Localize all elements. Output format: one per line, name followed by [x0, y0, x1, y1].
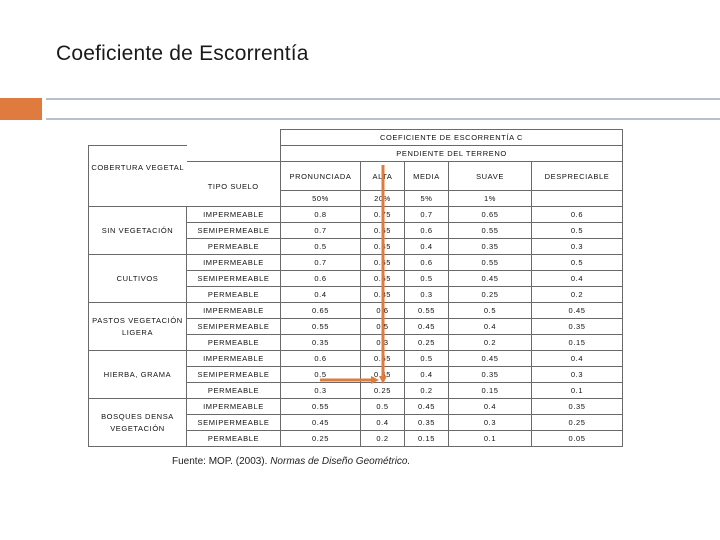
coefficient-value: 0.4 — [532, 351, 623, 367]
cover-label: HIERBA, GRAMA — [89, 351, 187, 399]
cover-label: CULTIVOS — [89, 255, 187, 303]
coefficient-value: 0.4 — [405, 367, 449, 383]
coefficient-value: 0.45 — [405, 319, 449, 335]
coefficient-value: 0.55 — [281, 319, 361, 335]
coefficient-value: 0.4 — [449, 319, 532, 335]
coefficient-value: 0.3 — [405, 287, 449, 303]
coefficient-value: 0.2 — [532, 287, 623, 303]
coefficient-value: 0.4 — [361, 415, 405, 431]
coefficient-value: 0.55 — [361, 271, 405, 287]
coefficient-value: 0.5 — [449, 303, 532, 319]
coefficient-value: 0.5 — [532, 255, 623, 271]
header-tipo-suelo: TIPO SUELO — [187, 162, 281, 191]
accent-block — [0, 98, 42, 120]
coefficient-value: 0.4 — [449, 399, 532, 415]
table-body — [89, 207, 623, 447]
coefficient-value: 0.65 — [361, 223, 405, 239]
header-sub: PENDIENTE DEL TERRENO — [281, 146, 623, 162]
title-rule — [46, 98, 720, 120]
coefficient-value: 0.55 — [405, 303, 449, 319]
table-row — [89, 255, 623, 271]
coefficient-value: 0.15 — [449, 383, 532, 399]
soil-type: SEMIPERMEABLE — [187, 223, 281, 239]
col-header: SUAVE — [449, 162, 532, 191]
source-note — [172, 456, 410, 467]
coefficient-value: 0.35 — [281, 335, 361, 351]
coefficient-value: 0.3 — [532, 239, 623, 255]
coefficient-value: 0.25 — [405, 335, 449, 351]
soil-type: SEMIPERMEABLE — [187, 271, 281, 287]
cover-label: PASTOS VEGETACIÓN LIGERA — [89, 303, 187, 351]
coefficient-value: 0.65 — [281, 303, 361, 319]
col-header: DESPRECIABLE — [532, 162, 623, 191]
coefficient-value: 0.6 — [405, 255, 449, 271]
coefficient-value: 0.3 — [449, 415, 532, 431]
slope-value — [532, 191, 623, 207]
coefficient-value: 0.6 — [405, 223, 449, 239]
coefficient-value: 0.7 — [281, 255, 361, 271]
col-header: ALTA — [361, 162, 405, 191]
soil-type: PERMEABLE — [187, 431, 281, 447]
soil-type: SEMIPERMEABLE — [187, 367, 281, 383]
source-work: Normas de Diseño Geométrico. — [270, 456, 411, 467]
slope-value: 1% — [449, 191, 532, 207]
slide-title: Coeficiente de Escorrentía — [56, 42, 309, 65]
coefficient-value: 0.15 — [532, 335, 623, 351]
coefficient-value: 0.35 — [532, 319, 623, 335]
header-cobertura-cell — [89, 146, 187, 162]
coefficient-value: 0.1 — [449, 431, 532, 447]
coefficient-value: 0.45 — [405, 399, 449, 415]
coefficient-value: 0.2 — [405, 383, 449, 399]
coefficient-value: 0.55 — [361, 351, 405, 367]
soil-type: IMPERMEABLE — [187, 255, 281, 271]
cover-label: SIN VEGETACIÓN — [89, 207, 187, 255]
coefficient-value: 0.45 — [361, 239, 405, 255]
coefficient-value: 0.65 — [449, 207, 532, 223]
table-row — [89, 399, 623, 415]
cover-label: BOSQUES DENSA VEGETACIÓN — [89, 399, 187, 447]
table-row — [89, 303, 623, 319]
coefficient-value: 0.7 — [405, 207, 449, 223]
coefficient-value: 0.25 — [532, 415, 623, 431]
coefficient-value: 0.5 — [361, 399, 405, 415]
coefficient-value: 0.55 — [281, 399, 361, 415]
soil-type: PERMEABLE — [187, 287, 281, 303]
coefficient-value: 0.6 — [281, 351, 361, 367]
coefficient-value: 0.55 — [449, 223, 532, 239]
soil-type: IMPERMEABLE — [187, 207, 281, 223]
coefficient-value: 0.6 — [361, 303, 405, 319]
coefficient-value: 0.4 — [281, 287, 361, 303]
coefficient-value: 0.5 — [281, 367, 361, 383]
coefficient-value: 0.5 — [405, 271, 449, 287]
slope-value: 5% — [405, 191, 449, 207]
coefficient-value: 0.05 — [532, 431, 623, 447]
coefficient-value: 0.7 — [281, 223, 361, 239]
soil-type: IMPERMEABLE — [187, 303, 281, 319]
source-prefix: Fuente: MOP. (2003). — [172, 456, 271, 467]
soil-type: IMPERMEABLE — [187, 399, 281, 415]
soil-type: PERMEABLE — [187, 335, 281, 351]
slope-value: 50% — [281, 191, 361, 207]
coefficient-value: 0.65 — [361, 255, 405, 271]
coefficient-value: 0.3 — [281, 383, 361, 399]
coefficient-value: 0.8 — [281, 207, 361, 223]
coefficient-value: 0.2 — [449, 335, 532, 351]
coefficient-value: 0.6 — [281, 271, 361, 287]
coefficient-value: 0.45 — [361, 367, 405, 383]
soil-type: PERMEABLE — [187, 383, 281, 399]
coefficient-value: 0.4 — [405, 239, 449, 255]
runoff-coefficient-table — [88, 129, 623, 447]
header-cobertura: COBERTURA VEGETAL — [89, 162, 187, 191]
coefficient-value: 0.5 — [405, 351, 449, 367]
header-main: COEFICIENTE DE ESCORRENTÍA C — [281, 130, 623, 146]
coefficient-value: 0.55 — [449, 255, 532, 271]
coefficient-value: 0.25 — [449, 287, 532, 303]
coefficient-value: 0.35 — [449, 367, 532, 383]
coefficient-value: 0.35 — [449, 239, 532, 255]
coefficient-value: 0.6 — [532, 207, 623, 223]
coefficient-value: 0.45 — [281, 415, 361, 431]
soil-type: SEMIPERMEABLE — [187, 415, 281, 431]
coefficient-value: 0.15 — [405, 431, 449, 447]
table-row — [89, 351, 623, 367]
coefficient-value: 0.75 — [361, 207, 405, 223]
soil-type: SEMIPERMEABLE — [187, 319, 281, 335]
coefficient-value: 0.25 — [361, 383, 405, 399]
coefficient-value: 0.5 — [281, 239, 361, 255]
coefficient-value: 0.25 — [281, 431, 361, 447]
coefficient-value: 0.45 — [532, 303, 623, 319]
coefficient-value: 0.35 — [361, 287, 405, 303]
slope-value: 20% — [361, 191, 405, 207]
coefficient-value: 0.1 — [532, 383, 623, 399]
coefficient-value: 0.35 — [532, 399, 623, 415]
coefficient-value: 0.45 — [449, 351, 532, 367]
coefficient-value: 0.5 — [532, 223, 623, 239]
col-header: MEDIA — [405, 162, 449, 191]
coefficient-value: 0.3 — [361, 335, 405, 351]
col-header: PRONUNCIADA — [281, 162, 361, 191]
soil-type: PERMEABLE — [187, 239, 281, 255]
coefficient-value: 0.45 — [449, 271, 532, 287]
coefficient-value: 0.3 — [532, 367, 623, 383]
coefficient-value: 0.4 — [532, 271, 623, 287]
coefficient-value: 0.35 — [405, 415, 449, 431]
soil-type: IMPERMEABLE — [187, 351, 281, 367]
table-row — [89, 207, 623, 223]
coefficient-value: 0.2 — [361, 431, 405, 447]
coefficient-value: 0.5 — [361, 319, 405, 335]
